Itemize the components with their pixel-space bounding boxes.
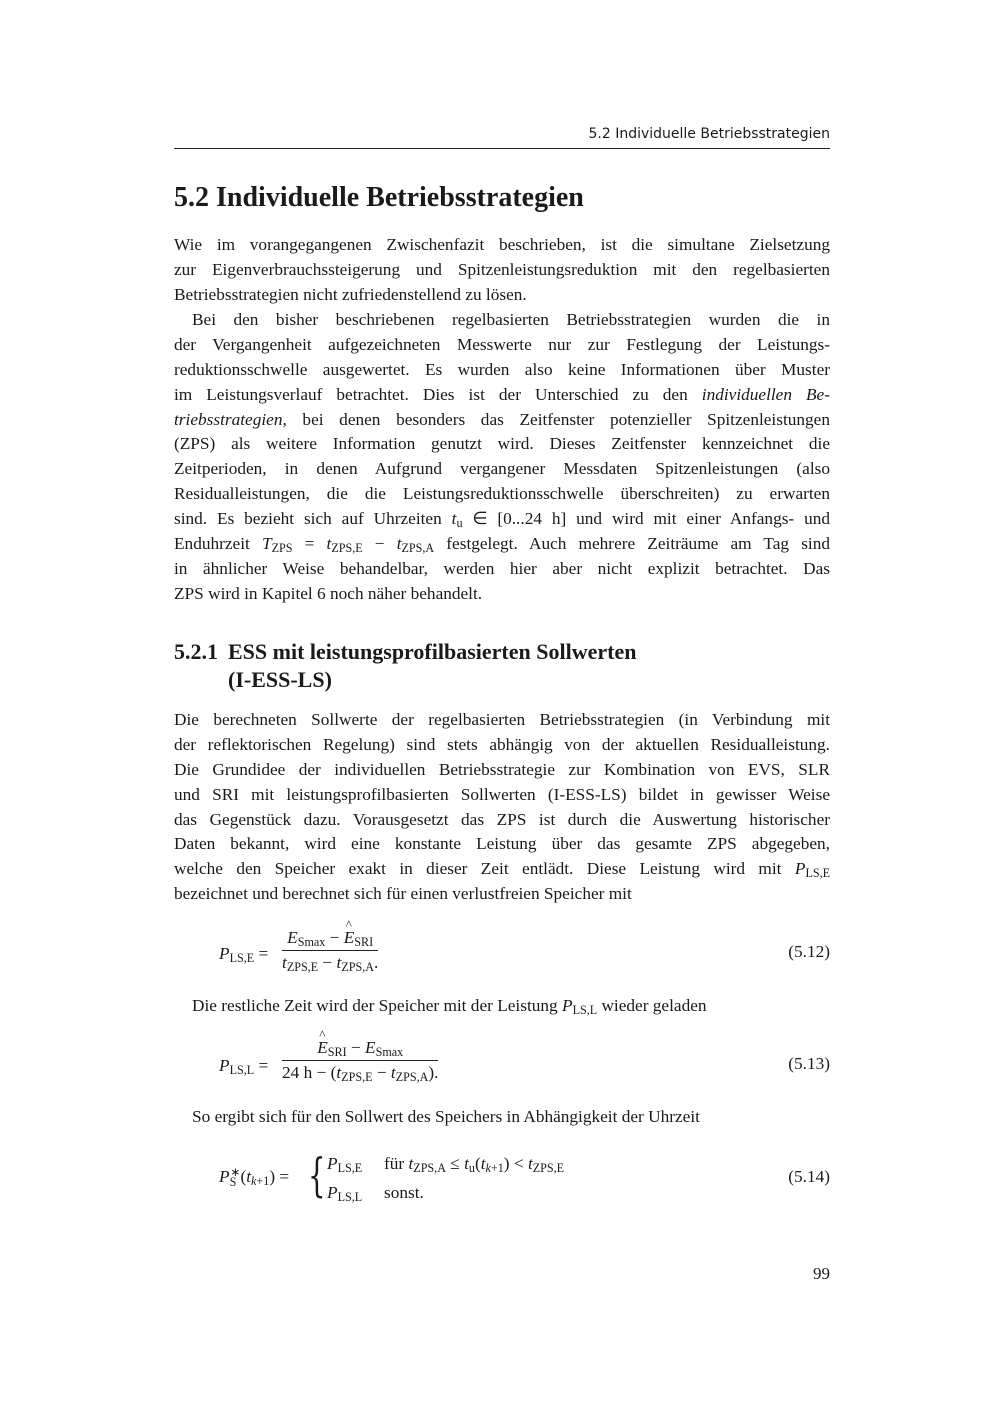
paragraph-5 xyxy=(174,1105,830,1130)
paragraph-3-line: Die Grundidee der individuellen Betriebsstrategie zur Kombination von EVS, SLR xyxy=(174,759,830,779)
equation-lhs: $P_{LS,L}$ = xyxy=(219,1056,269,1077)
case-1-value: $P_{LS,E}$ xyxy=(327,1154,363,1175)
equation-5-13 xyxy=(174,1038,830,1094)
text-fragment: festgelegt. Auch mehrere Zeiträume am Tag sind xyxy=(446,534,831,554)
equation-fraction xyxy=(282,1038,438,1083)
text-fragment: sind. Es bezieht sich auf Uhrzeiten xyxy=(174,509,442,529)
text-fragment: , bei denen besonders das Zeitfenster potenzieller Spitzenleistungen xyxy=(282,409,830,429)
paragraph-1-line: Wie im vorangegangenen Zwischenfazit beschrieben, ist die simultane Zielsetzung xyxy=(174,235,830,254)
paragraph-3-line: Die berechneten Sollwerte der regelbasierten Betriebsstrategien (in Verbindung mit xyxy=(174,710,830,729)
running-header xyxy=(174,126,830,149)
paragraph-1-line: Betriebsstrategien nicht zufriedenstellend zu lösen. xyxy=(174,284,527,304)
emphasis-term: triebsstrategien xyxy=(174,409,283,429)
equation-fraction xyxy=(282,928,378,973)
paragraph-2-line: Residualleistungen, die die Leistungsreduktionsschwelle überschreiten) zu erwarten xyxy=(174,484,830,504)
fraction-numerator: ^ $E_{SRI} - E_{Smax}$ xyxy=(282,1038,438,1061)
fraction-numerator: $E_{Smax}$ − ^ $E_{SRI}$ xyxy=(282,928,378,951)
equation-lhs: $P_{LS,E}$ = xyxy=(219,944,269,965)
paragraph-2-line: Zeitperioden, in denen Aufgrund vergangener Messdaten Spitzenleistungen (also xyxy=(174,459,830,479)
text-fragment: welche den Speicher exakt in dieser Zeit entlädt. Diese Leistung wird mit xyxy=(174,859,782,879)
equation-number: (5.14) xyxy=(788,1167,830,1186)
paragraph-3-line: bezeichnet und berechnet sich für einen verlustfreien Speicher mit xyxy=(174,884,632,904)
fraction-denominator: $t_{ZPS,E} - t_{ZPS,A}$. xyxy=(282,953,379,974)
paragraph-4-line xyxy=(174,994,830,1019)
equation-lhs: $P_S^∗(t_{k+1})$ = xyxy=(219,1165,290,1189)
paragraph-2-line: in ähnlicher Weise behandelbar, werden hier aber nicht explizit betrachtet. Das xyxy=(174,558,830,578)
paragraph-3-line xyxy=(174,857,830,882)
subsection-title-line: ESS mit leistungsprofilbasierten Sollwerten xyxy=(228,639,637,664)
math-inline: $P_{LS,L}$ xyxy=(562,996,598,1017)
paragraph-3 xyxy=(174,708,830,907)
paragraph-3-line: das Gegenstück dazu. Vorausgesetzt das ZPS ist durch die Auswertung historischer xyxy=(174,809,830,829)
paragraph-5-line: So ergibt sich für den Sollwert des Speichers in Abhängigkeit der Uhrzeit xyxy=(192,1107,700,1126)
paragraph-3-line: und SRI mit leistungsprofilbasierten Sollwerten (I-ESS-LS) bildet in gewisser Weise xyxy=(174,784,830,804)
emphasis-term: individuellen Be- xyxy=(701,384,830,404)
math-inline: $T_{ZPS} = t_{ZPS,E} - t_{ZPS,A}$ xyxy=(261,534,435,556)
paragraph-2-line: Bei den bisher beschriebenen regelbasierten Betriebsstrategien wurden die in xyxy=(192,310,830,329)
paragraph-1-line: zur Eigenverbrauchssteigerung und Spitzenleistungsreduktion mit den regelbasierten xyxy=(174,259,830,279)
subsection-title xyxy=(174,638,636,694)
condition-prefix: für xyxy=(384,1154,405,1173)
paragraph-2 xyxy=(174,308,830,607)
case-2-condition: sonst. xyxy=(384,1183,424,1202)
section-title: 5.2 Individuelle Betriebsstrategien xyxy=(174,182,584,213)
paragraph-1 xyxy=(174,233,830,308)
paragraph-2-line: der Vergangenheit aufgezeichneten Messwerte nur zur Festlegung der Leistungs- xyxy=(174,334,830,354)
text-fragment: im Leistungsverlauf betrachtet. Dies ist der Unterschied zu den xyxy=(174,384,688,404)
paragraph-4 xyxy=(174,994,830,1019)
case-2-value: $P_{LS,L}$ xyxy=(327,1183,363,1204)
paragraph-2-line xyxy=(174,408,830,433)
math-inline: $P_{LS,E}$ xyxy=(794,859,830,881)
page-number: 99 xyxy=(813,1264,830,1283)
running-header-title: 5.2 Individuelle Betriebsstrategien xyxy=(588,126,830,142)
paragraph-2-line xyxy=(174,532,830,557)
fraction-denominator: 24 $h - (t_{ZPS,E} - t_{ZPS,A})$. xyxy=(282,1063,439,1084)
paragraph-3-line: der reflektorischen Regelung) sind stets abhängig von der aktuellen Residualleistung. xyxy=(174,734,830,754)
paragraph-2-line xyxy=(174,507,830,532)
equation-5-12 xyxy=(174,928,830,984)
text-fragment: Enduhrzeit xyxy=(174,534,250,554)
denominator-prefix: 24 h − xyxy=(282,1063,327,1082)
case-brace: { xyxy=(308,1148,326,1202)
text-fragment: wieder geladen xyxy=(601,996,707,1015)
paragraph-2-line: ZPS wird in Kapitel 6 noch näher behandelt. xyxy=(174,583,483,603)
equation-5-14 xyxy=(174,1150,830,1210)
paragraph-2-line xyxy=(174,383,830,408)
paragraph-2-line: (ZPS) als weitere Information genutzt wird. Dieses Zeitfenster kennzeichnet die xyxy=(174,434,830,454)
paragraph-3-line: Daten bekannt, wird eine konstante Leistung über das gesamte ZPS abgegeben, xyxy=(174,834,830,854)
subsection-title-line: (I-ESS-LS) xyxy=(228,667,332,692)
math-inline: $t_u$ xyxy=(451,509,463,531)
text-fragment: ∈ [0...24 h] und wird mit einer Anfangs- und xyxy=(472,509,830,529)
equation-number: (5.13) xyxy=(788,1054,830,1073)
paragraph-2-line: reduktionsschwelle ausgewertet. Es wurden also keine Informationen über Muster xyxy=(174,359,830,379)
case-1-condition: für $t_{ZPS,A} \le t_u(t_{k+1}) < t_{ZPS,E}$ xyxy=(384,1154,565,1175)
equation-number: (5.12) xyxy=(788,942,830,961)
text-fragment: Die restliche Zeit wird der Speicher mit der Leistung xyxy=(192,996,558,1015)
subsection-number: 5.2.1 xyxy=(174,639,218,664)
